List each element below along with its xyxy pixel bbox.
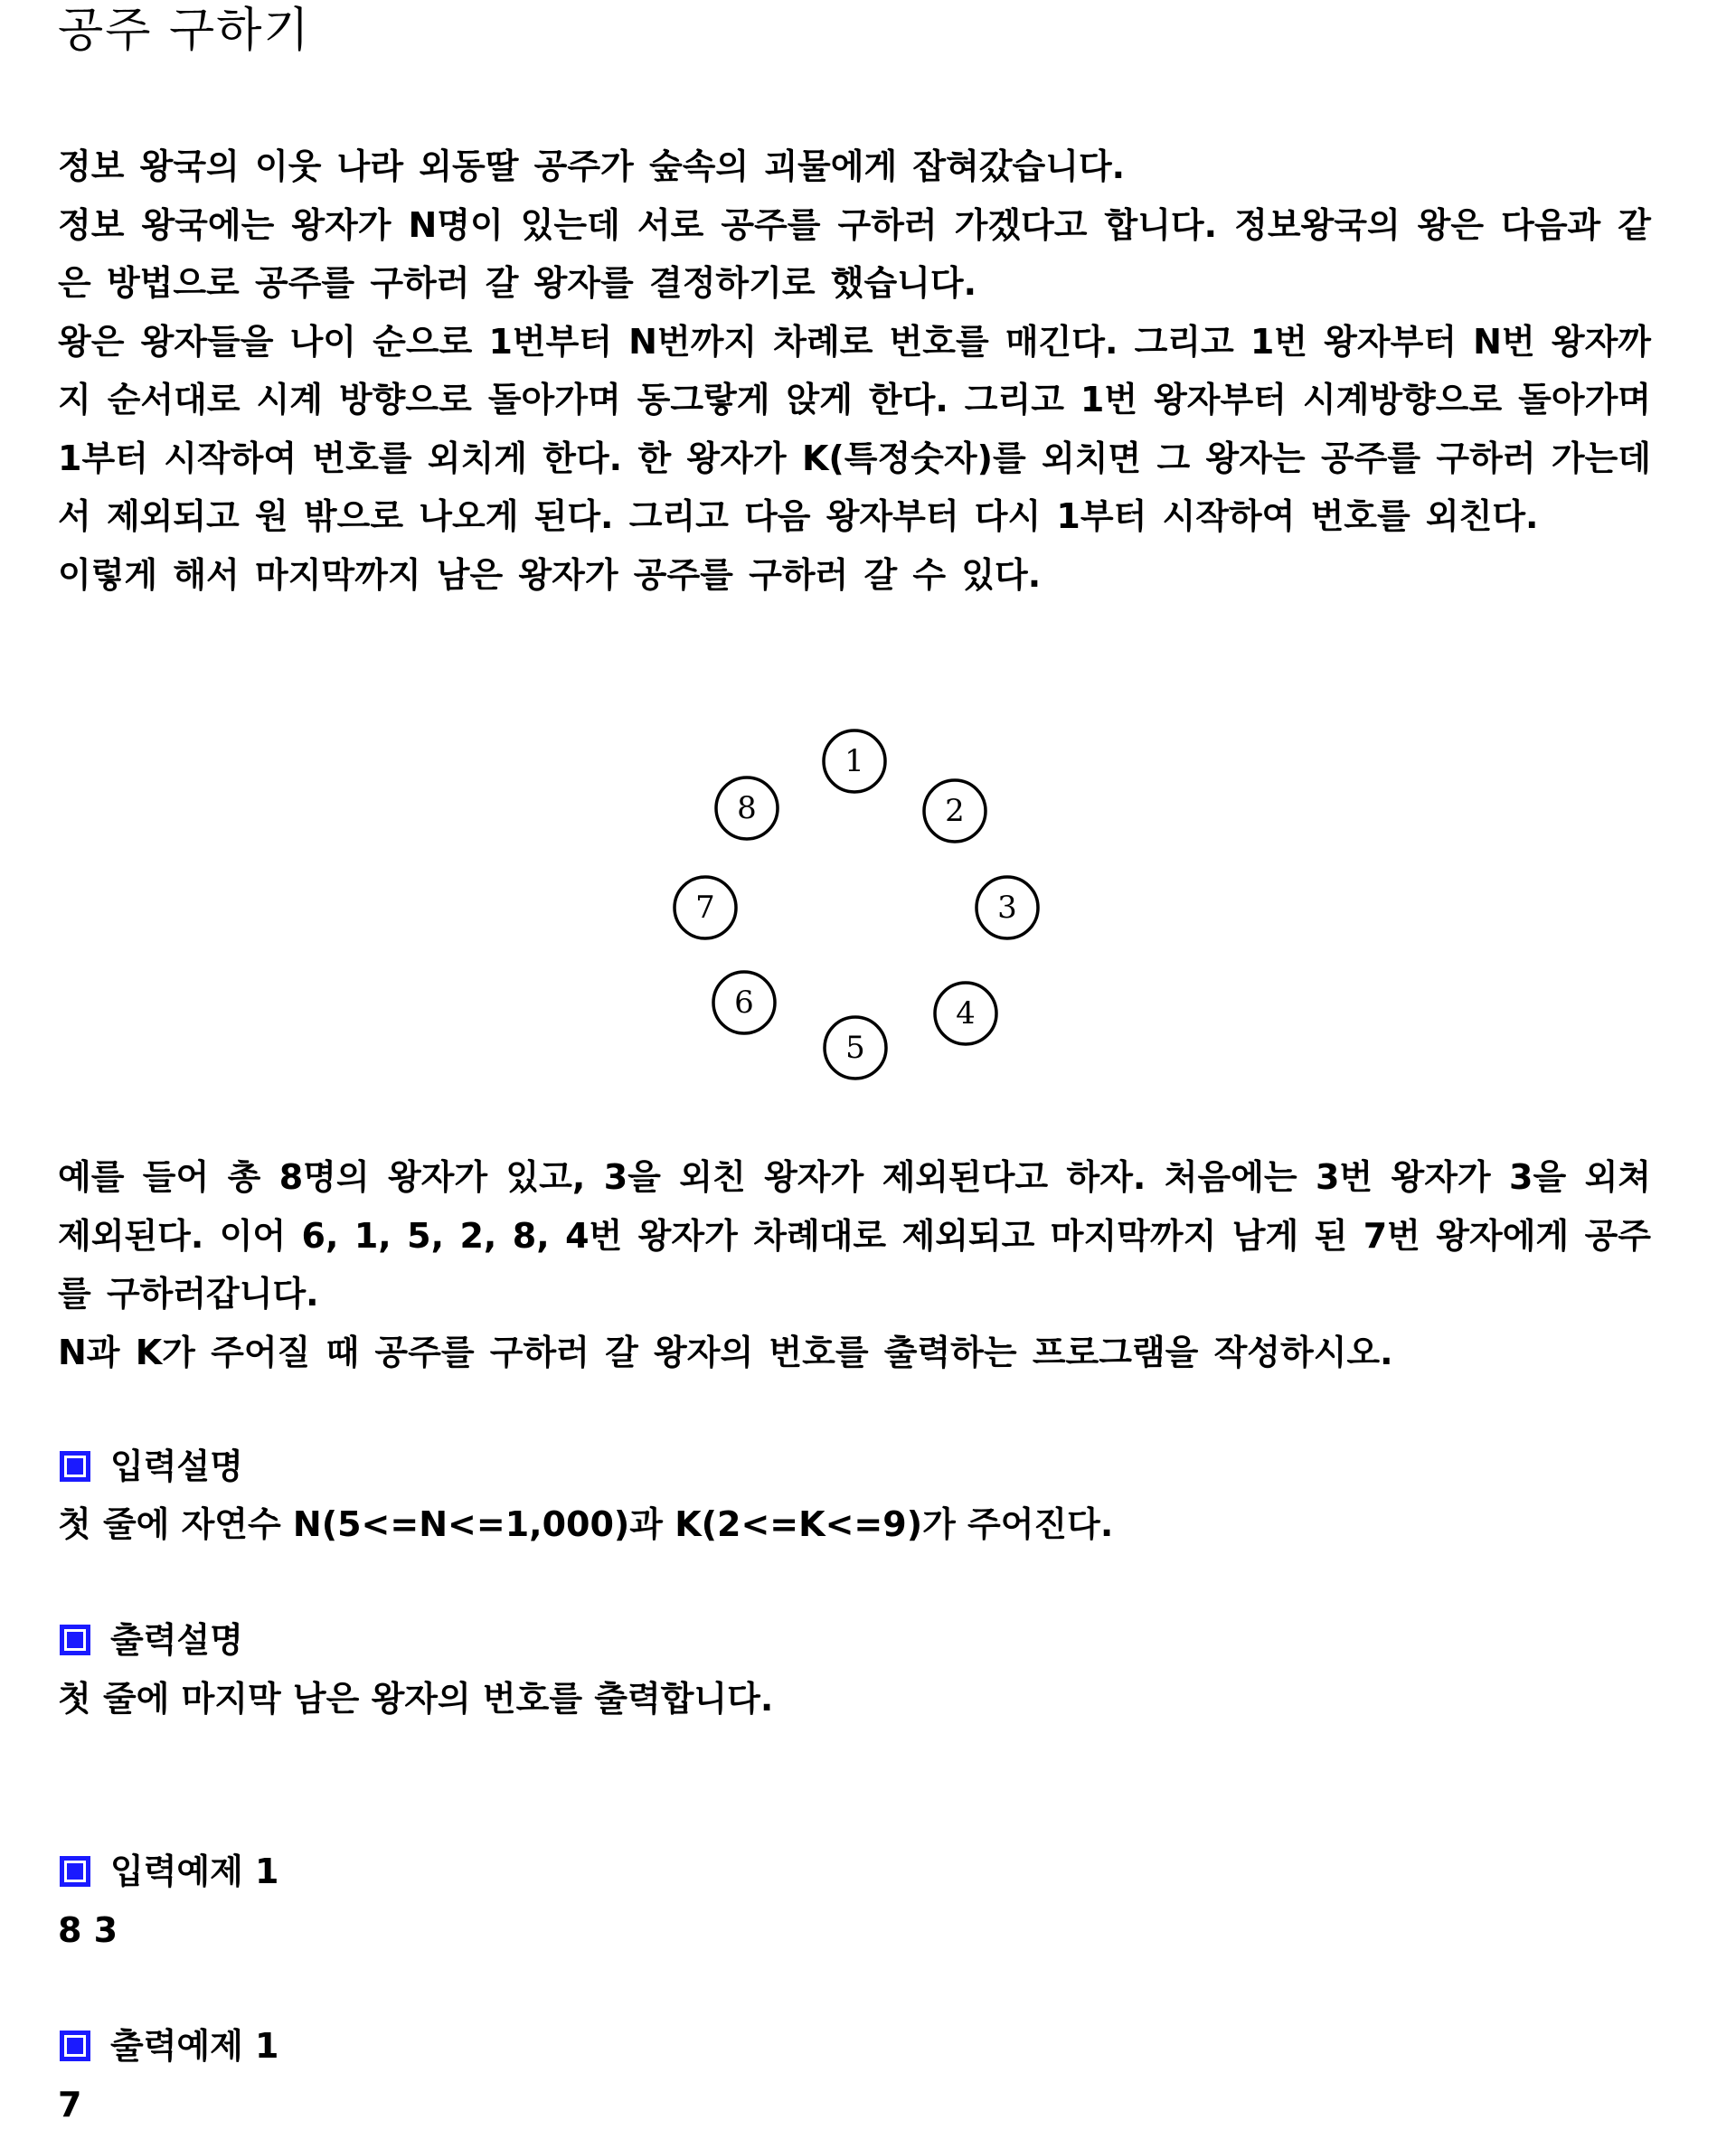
input-example-heading	[60, 1850, 279, 1893]
input-example-heading-label: 입력예제 1	[110, 1852, 279, 1891]
prince-5-label: 5	[845, 1030, 865, 1066]
output-description-heading-label: 출력설명	[110, 1620, 243, 1660]
prince-4	[935, 983, 996, 1044]
input-description-heading-label: 입력설명	[110, 1446, 243, 1486]
prince-6-label: 6	[734, 985, 754, 1021]
input-description-text: 첫 줄에 자연수 N(5<=N<=1,000)과 K(2<=K<=9)가 주어진다.	[58, 1504, 1114, 1544]
prince-2	[924, 780, 986, 842]
prince-2-label: 2	[945, 793, 965, 829]
square-bullet-icon	[60, 1451, 90, 1482]
output-description-text: 첫 줄에 마지막 남은 왕자의 번호를 출력합니다.	[58, 1679, 774, 1719]
square-bullet-icon	[60, 1856, 90, 1887]
prince-8	[716, 777, 778, 839]
prince-8-label: 8	[737, 790, 757, 826]
prince-1	[824, 730, 885, 792]
prince-3-label: 3	[997, 890, 1017, 926]
prince-3	[976, 877, 1038, 938]
intro-paragraph: 정보 왕국에는 왕자가 N명이 있는데 서로 공주를 구하러 가겠다고 합니다. 정보왕국의 왕은 다음과 같은 방법으로 공주를 구하러 갈 왕자를 결정하기로 했습니다.	[58, 204, 1651, 303]
intro-paragraph: 정보 왕국의 이웃 나라 외동딸 공주가 숲속의 괴물에게 잡혀갔습니다.	[58, 146, 1126, 186]
square-bullet-icon	[60, 1625, 90, 1655]
output-description-heading	[60, 1618, 243, 1662]
output-example-text: 7	[58, 2085, 82, 2125]
input-description-heading	[60, 1445, 243, 1488]
input-example-text: 8 3	[58, 1910, 118, 1950]
square-bullet-icon	[60, 2031, 90, 2061]
prince-7	[675, 877, 736, 938]
example-paragraph: 예를 들어 총 8명의 왕자가 있고, 3을 외친 왕자가 제외된다고 하자. 처음에는 3번 왕자가 3을 외쳐 제외된다. 이어 6, 1, 5, 2, 8, 4번 왕자가 차례대로 제외되고 마지막까지 남게 된 7번 왕자에게 공주를 구하러갑니다.	[58, 1157, 1651, 1314]
page-title: 공주 구하기	[58, 4, 311, 58]
prince-6	[713, 972, 775, 1033]
prince-7-label: 7	[695, 890, 715, 926]
intro-paragraph: 이렇게 해서 마지막까지 남은 왕자가 공주를 구하러 갈 수 있다.	[58, 554, 1042, 595]
prince-5	[825, 1017, 886, 1079]
problem-statement: N과 K가 주어질 때 공주를 구하러 갈 왕자의 번호를 출력하는 프로그램을 작성하시오.	[58, 1332, 1393, 1372]
prince-1-label: 1	[844, 743, 864, 779]
output-example-heading-label: 출력예제 1	[110, 2026, 279, 2066]
output-example-heading	[60, 2024, 279, 2068]
prince-4-label: 4	[956, 995, 976, 1032]
intro-paragraph: 왕은 왕자들을 나이 순으로 1번부터 N번까지 차례로 번호를 매긴다. 그리고 1번 왕자부터 N번 왕자까지 순서대로 시계 방향으로 돌아가며 동그랗게 앉게 한다. 그리고 1번 왕자부터 시계방향으로 돌아가며 1부터 시작하여 번호를 외치게 한다. 한 왕자가 K(특정숫자)를 외치면 그 왕자는 공주를 구하러 가는데서 제외되고 원 밖으로 나오게 된다. 그리고 다음 왕자부터 다시 1부터 시작하여 번호를 외친다.	[58, 321, 1651, 536]
example-paragraphs	[58, 1148, 1651, 1381]
